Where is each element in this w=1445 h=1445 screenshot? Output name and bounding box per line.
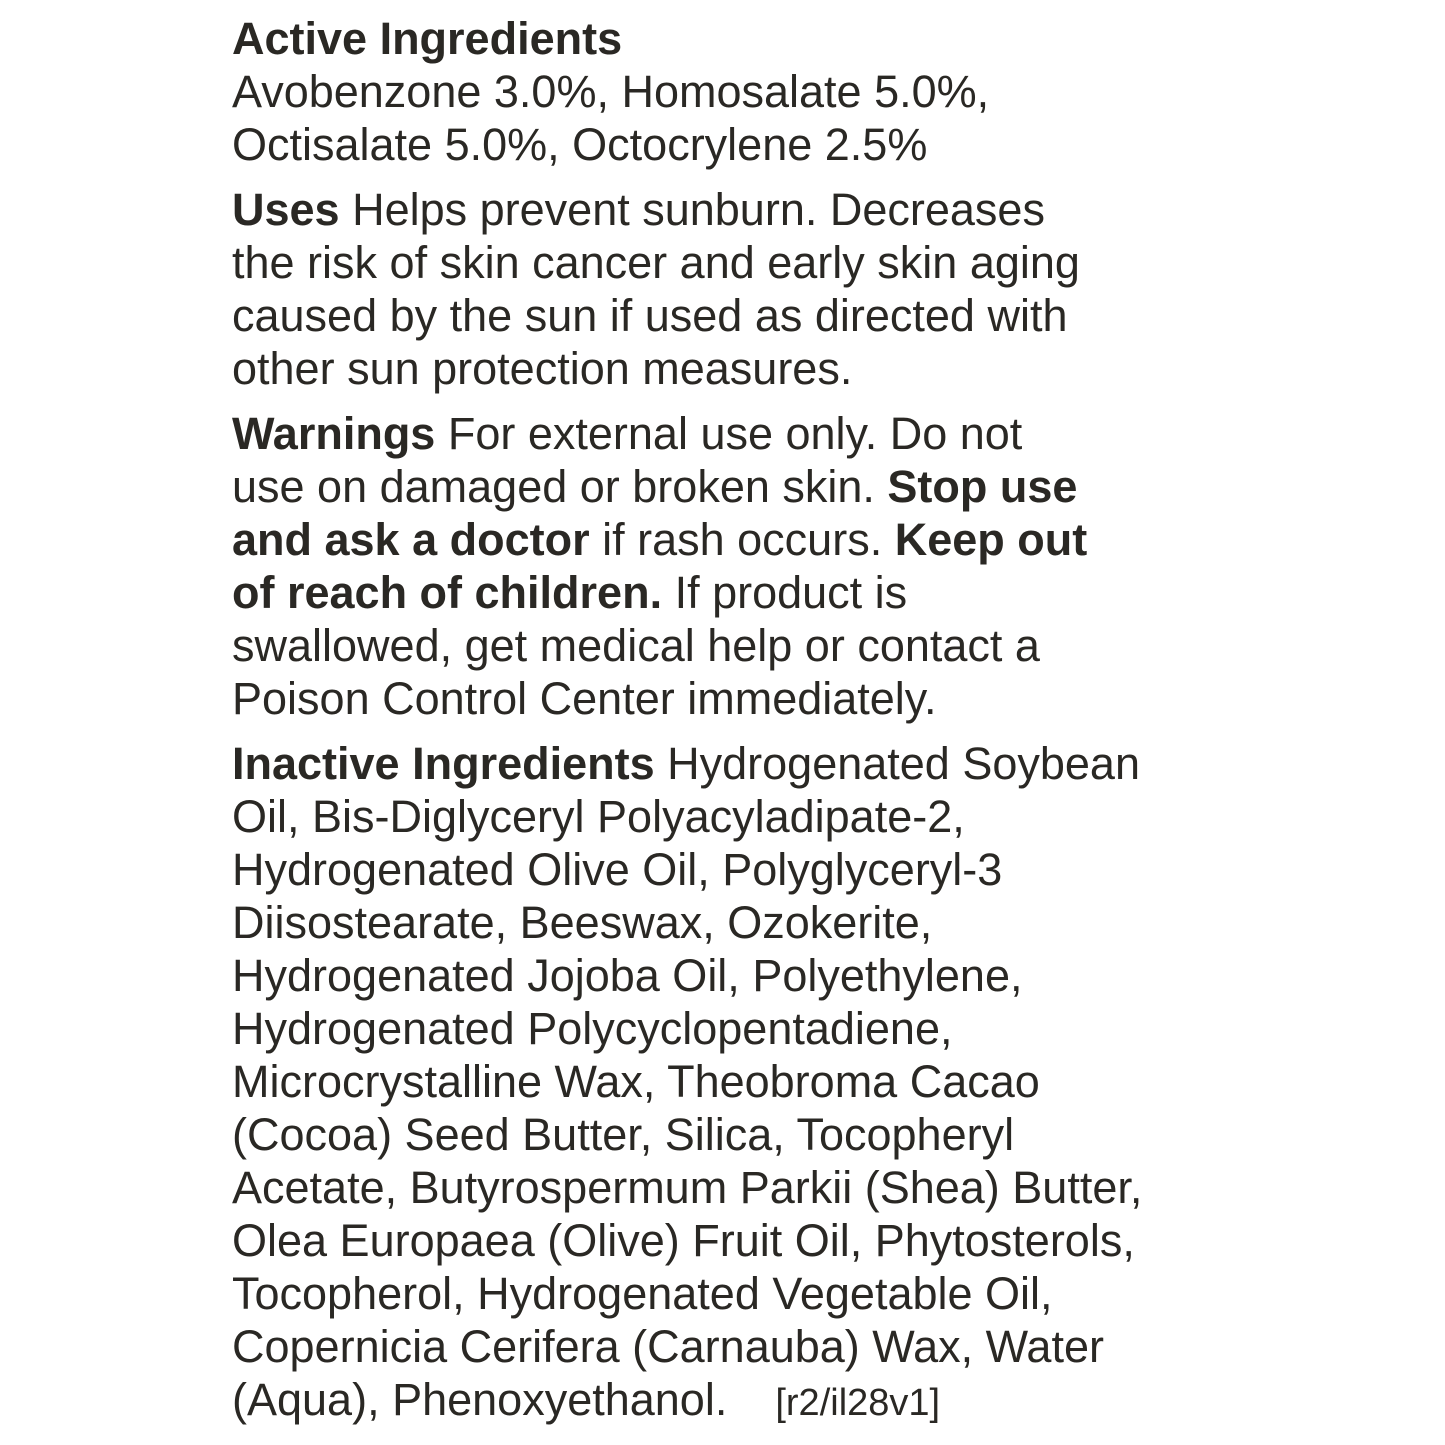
active-ingredients-line: Octisalate 5.0%, Octocrylene 2.5% (232, 119, 928, 170)
warnings-text: use on damaged or broken skin. (232, 461, 888, 512)
uses-text: Helps prevent sunburn. Decreases (339, 184, 1045, 235)
inactive-line: Microcrystalline Wax, Theobroma Cacao (232, 1056, 1040, 1107)
warnings-line (232, 407, 1232, 460)
uses-line: caused by the sun if used as directed with (232, 290, 1068, 341)
inactive-line: Olea Europaea (Olive) Fruit Oil, Phytosterols, (232, 1215, 1135, 1266)
inactive-line: Acetate, Butyrospermum Parkii (Shea) Butter, (232, 1162, 1143, 1213)
warnings-line: swallowed, get medical help or contact a (232, 620, 1040, 671)
inactive-ingredients-heading: Inactive Ingredients (232, 738, 655, 789)
inactive-line: Diisostearate, Beeswax, Ozokerite, (232, 897, 933, 948)
inactive-line: Tocopherol, Hydrogenated Vegetable Oil, (232, 1268, 1053, 1319)
uses-section (232, 183, 1232, 395)
warnings-section (232, 407, 1232, 725)
inactive-line: (Cocoa) Seed Butter, Silica, Tocopheryl (232, 1109, 1015, 1160)
inactive-line: Hydrogenated Polycyclopentadiene, (232, 1003, 953, 1054)
warnings-text: For external use only. Do not (435, 408, 1023, 459)
warnings-heading: Warnings (232, 408, 436, 459)
warnings-text: if rash occurs. (589, 514, 895, 565)
inactive-text: (Aqua), Phenoxyethanol. (232, 1374, 728, 1425)
warnings-line (232, 460, 1232, 513)
active-ingredients-heading: Active Ingredients (232, 13, 623, 64)
warnings-emphasis: of reach of children. (232, 567, 663, 618)
warnings-line (232, 566, 1232, 619)
active-ingredients-section (232, 12, 1232, 171)
warnings-emphasis: Stop use (887, 461, 1078, 512)
inactive-line: Oil, Bis-Diglyceryl Polyacyladipate-2, (232, 791, 965, 842)
active-ingredients-line: Avobenzone 3.0%, Homosalate 5.0%, (232, 66, 990, 117)
warnings-emphasis: Keep out (894, 514, 1088, 565)
inactive-line: Hydrogenated Jojoba Oil, Polyethylene, (232, 950, 1023, 1001)
uses-line: other sun protection measures. (232, 343, 853, 394)
inactive-line: Hydrogenated Olive Oil, Polyglyceryl-3 (232, 844, 1003, 895)
inactive-line (232, 737, 1232, 790)
label-revision-code: [r2/il28v1] (775, 1382, 941, 1424)
warnings-line: Poison Control Center immediately. (232, 673, 937, 724)
drug-facts-label (232, 12, 1232, 1442)
inactive-ingredients-section (232, 737, 1232, 1430)
inactive-line: Copernicia Cerifera (Carnauba) Wax, Water (232, 1321, 1104, 1372)
uses-heading: Uses (232, 184, 340, 235)
warnings-text: If product is (662, 567, 908, 618)
inactive-text: Hydrogenated Soybean (654, 738, 1140, 789)
inactive-line (232, 1373, 1232, 1430)
warnings-line (232, 513, 1232, 566)
uses-line (232, 183, 1232, 236)
warnings-emphasis: and ask a doctor (232, 514, 590, 565)
uses-line: the risk of skin cancer and early skin aging (232, 237, 1080, 288)
